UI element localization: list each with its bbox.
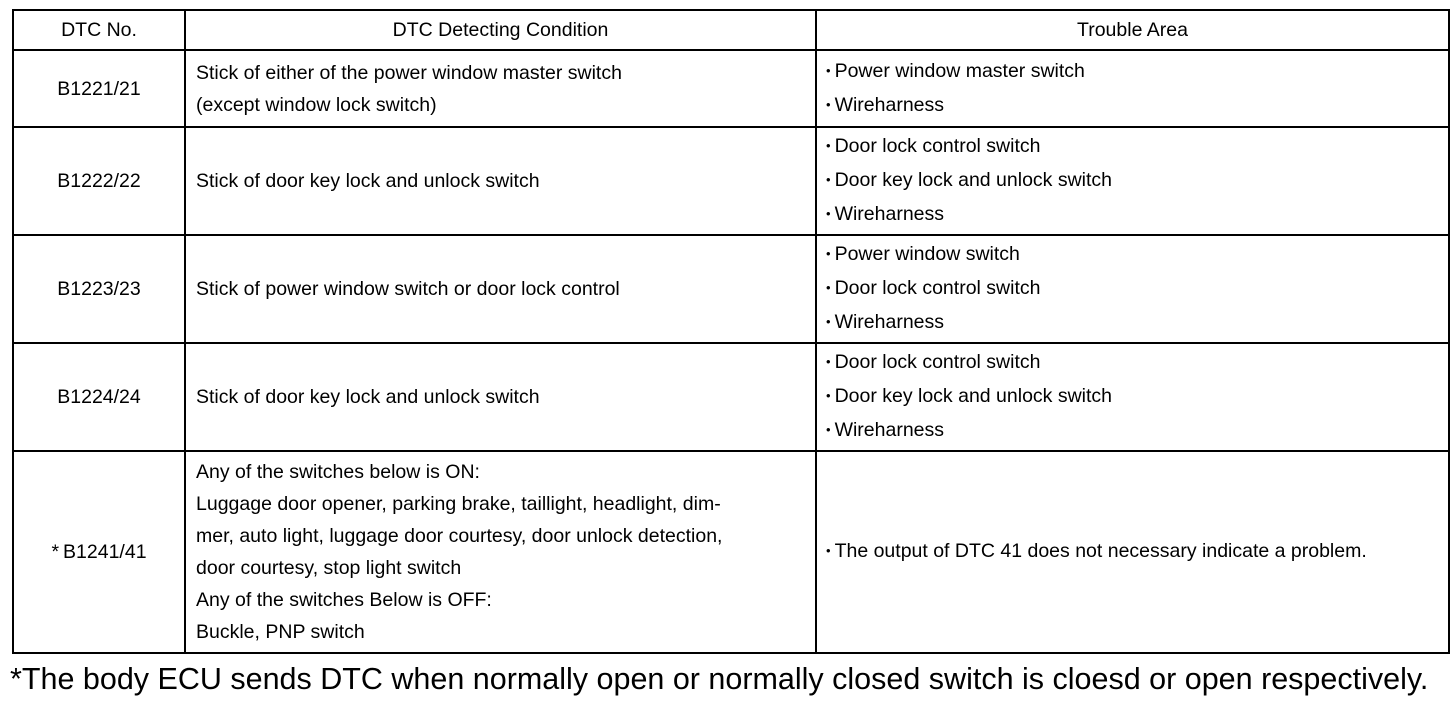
condition-line: Buckle, PNP switch <box>196 621 365 643</box>
trouble-area-item: • Door lock control switch <box>826 272 1448 306</box>
trouble-area <box>816 235 1449 343</box>
dtc-code-cell <box>13 451 185 653</box>
footnote: *The body ECU sends DTC when normally open or normally closed switch is cloesd or open respectively. <box>10 662 1429 696</box>
dtc-code: B1224/24 <box>13 343 185 451</box>
condition-line: (except window lock switch) <box>196 93 437 116</box>
table-row <box>13 235 1449 343</box>
dtc-code: B1241/41 <box>63 541 147 563</box>
condition-line: Luggage door opener, parking brake, taillight, headlight, dim- <box>196 493 721 515</box>
trouble-area-item: • Door lock control switch <box>826 130 1448 164</box>
table-row <box>13 50 1449 127</box>
table-row <box>13 127 1449 235</box>
trouble-area <box>816 343 1449 451</box>
detecting-condition <box>185 50 816 127</box>
trouble-area-item: • Door key lock and unlock switch <box>826 164 1448 198</box>
condition-line: Any of the switches below is ON: <box>196 461 480 483</box>
header-trouble-area: Trouble Area <box>816 10 1449 50</box>
trouble-area-item: • Power window master switch <box>826 55 1448 89</box>
table-header-row <box>13 10 1449 50</box>
condition-line: door courtesy, stop light switch <box>196 557 462 579</box>
trouble-area-item: • Door lock control switch <box>826 346 1448 380</box>
dtc-table <box>12 9 1450 654</box>
asterisk-marker: * <box>51 541 60 563</box>
table-row <box>13 343 1449 451</box>
trouble-area <box>816 127 1449 235</box>
header-dtc-no: DTC No. <box>13 10 185 50</box>
detecting-condition <box>185 451 816 653</box>
condition-line: mer, auto light, luggage door courtesy, door unlock detection, <box>196 525 723 547</box>
detecting-condition <box>185 127 816 235</box>
condition-line: Stick of door key lock and unlock switch <box>196 170 540 192</box>
trouble-area <box>816 50 1449 127</box>
trouble-area-item: • Wireharness <box>826 306 1448 340</box>
trouble-area-item: • Wireharness <box>826 89 1448 123</box>
dtc-code: B1223/23 <box>13 235 185 343</box>
condition-line: Any of the switches Below is OFF: <box>196 589 492 611</box>
trouble-area-item: • Power window switch <box>826 238 1448 272</box>
table-row <box>13 451 1449 653</box>
condition-line: Stick of door key lock and unlock switch <box>196 386 540 408</box>
trouble-area <box>816 451 1449 653</box>
dtc-code: B1221/21 <box>13 50 185 127</box>
condition-line: Stick of power window switch or door lock control <box>196 278 620 300</box>
detecting-condition <box>185 343 816 451</box>
trouble-area-item: • Wireharness <box>826 414 1448 448</box>
dtc-code: B1222/22 <box>13 127 185 235</box>
condition-line: Stick of either of the power window master switch <box>196 61 622 84</box>
trouble-area-item: • The output of DTC 41 does not necessary indicate a problem. <box>826 535 1448 569</box>
trouble-area-item: • Wireharness <box>826 198 1448 232</box>
header-detecting-condition: DTC Detecting Condition <box>185 10 816 50</box>
detecting-condition <box>185 235 816 343</box>
trouble-area-item: • Door key lock and unlock switch <box>826 380 1448 414</box>
